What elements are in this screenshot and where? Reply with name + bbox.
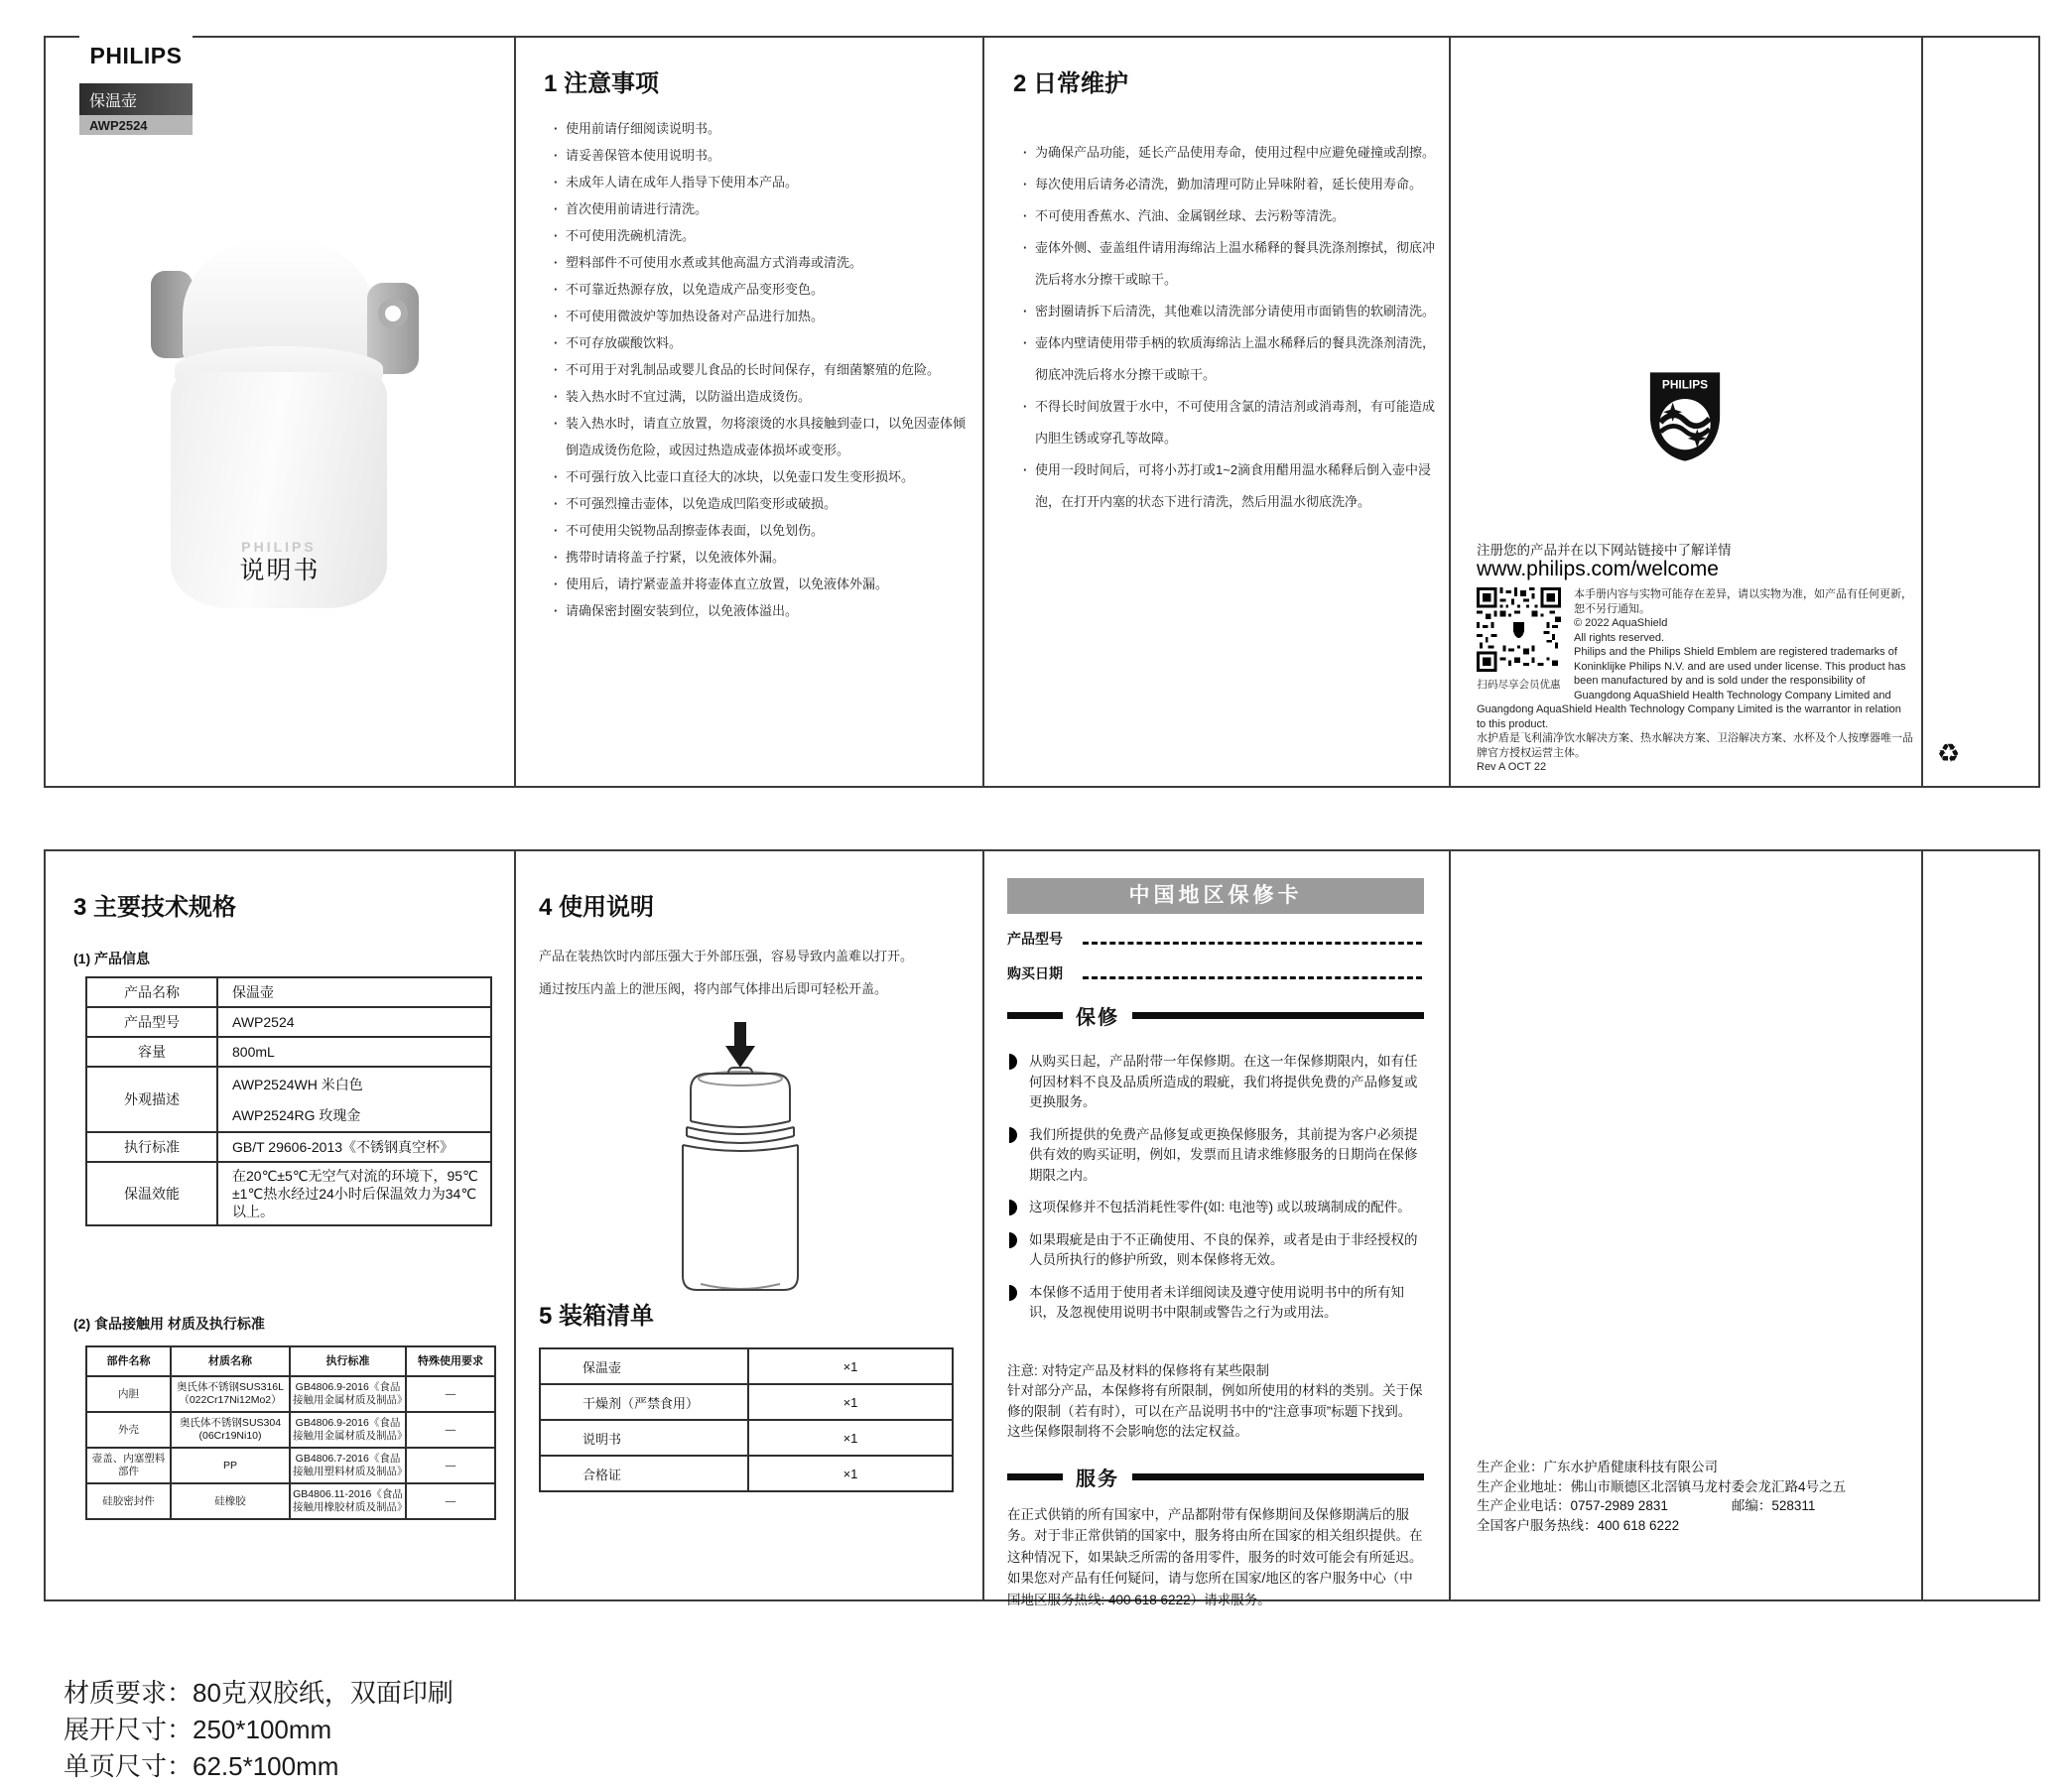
thermos-body-logo: PHILIPS	[241, 539, 317, 555]
specs-page	[46, 851, 514, 1599]
section-title-precautions: 1 注意事项	[544, 70, 660, 97]
materials-header: 执行标准	[290, 1346, 406, 1376]
warranty-term-text: 本保修不适用于使用者未详细阅读及遵守使用说明书中的所有知识，及忽视使用说明书中限制或警告之行为或用法。	[1029, 1284, 1404, 1320]
warranty-model-row	[1007, 929, 1424, 949]
appearance-line: AWP2524RG 玫瑰金	[232, 1106, 361, 1123]
legal-block	[1477, 587, 1913, 775]
warranty-term-text: 如果瑕疵是由于不正确使用、不良的保养，或者是由于非经授权的人员所执行的修护所致，则本保修将无效。	[1029, 1231, 1418, 1267]
warranty-term-text: 我们所提供的免费产品修复或更换保修服务，其前提为客户必须提供有效的购买证明，例如，发票而且请求维修服务的日期尚在保修期限之内。	[1029, 1126, 1418, 1183]
warranty-notice	[1007, 1361, 1424, 1443]
materials-cell: GB4806.9-2016《食品接触用金属材质及制品》	[290, 1412, 406, 1448]
packing-qty: ×1	[748, 1384, 953, 1420]
precaution-item: · 使用后，请拧紧壶盖并将壶体直立放置，以免液体外漏。	[556, 571, 972, 597]
warranty-term	[1007, 1052, 1424, 1113]
half-circle-bullet-icon	[1009, 1200, 1017, 1215]
register-url: www.philips.com/welcome	[1477, 558, 1719, 580]
spec-label: 产品型号	[86, 1007, 217, 1037]
thermos-lid	[183, 239, 375, 360]
materials-cell: —	[406, 1483, 495, 1519]
legal-line: © 2022 AquaShield	[1574, 617, 1668, 629]
philips-logo-block	[79, 28, 193, 135]
warranty-page	[982, 851, 1449, 1607]
maintenance-item: · 使用一段时间后，可将小苏打或1~2滴食用醋用温水稀释后倒入壶中浸泡，在打开内塞的状态下进行清洗，然后用温水彻底洗净。	[1025, 454, 1440, 518]
precaution-item: · 不可使用洗碗机清洗。	[556, 222, 972, 249]
packing-item: 干燥剂（严禁食用）	[540, 1384, 748, 1420]
recycle-icon: ♻	[1937, 738, 1961, 768]
precaution-item: · 携带时请将盖子拧紧，以免液体外漏。	[556, 544, 972, 571]
warranty-date-label: 购买日期	[1007, 965, 1063, 981]
spec-value: GB/T 29606-2013《不锈钢真空杯》	[217, 1132, 491, 1162]
manufacturer-company: 生产企业：广东水护盾健康科技有限公司	[1477, 1460, 1718, 1474]
materials-header: 特殊使用要求	[406, 1346, 495, 1376]
materials-cell: 硅胶密封件	[86, 1483, 171, 1519]
warranty-term-text: 这项保修并不包括消耗性零件(如: 电池等) 或以玻璃制成的配件。	[1029, 1200, 1411, 1214]
section-title-specs: 3 主要技术规格	[73, 894, 237, 921]
legal-line: Rev A OCT 22	[1477, 761, 1547, 773]
maintenance-item: · 壶体内壁请使用带手柄的软质海绵沾上温水稀释后的餐具洗涤剂清洗，彻底冲洗后将水分擦干或晾干。	[1025, 327, 1440, 391]
spec-value: 在20℃±5℃无空气对流的环境下，95℃±1℃热水经过24小时后保温效力为34℃以上。	[217, 1162, 491, 1225]
appearance-line: AWP2524WH 米白色	[232, 1076, 363, 1092]
spec-label: 容量	[86, 1037, 217, 1067]
warranty-term-text: 从购买日起，产品附带一年保修期。在这一年保修期限内，如有任何因材料不良及品质所造成的瑕疵，我们将提供免费的产品修复或更换服务。	[1029, 1054, 1418, 1109]
philips-wordmark: PHILIPS	[79, 28, 193, 83]
warranty-date-row	[1007, 963, 1424, 983]
warranty-section-title: 保修	[1076, 1007, 1119, 1029]
spec-label: 产品名称	[86, 977, 217, 1007]
warranty-term	[1007, 1198, 1424, 1218]
manufacturer-phone: 生产企业电话：0757-2989 2831	[1477, 1498, 1668, 1513]
section-title-packing: 5 装箱清单	[539, 1303, 655, 1330]
maintenance-item: · 不得长时间放置于水中，不可使用含氯的清洁剂或消毒剂，有可能造成内胆生锈或穿孔等故障。	[1025, 391, 1440, 454]
maintenance-item: · 每次使用后请务必清洗，勤加清理可防止异味附着，延长使用寿命。	[1025, 169, 1440, 200]
precaution-item: · 装入热水时，请直立放置，勿将滚烫的水具接触到壶口，以免因壶体倾倒造成烫伤危险，或因过热造成壶体损坏或变形。	[556, 410, 972, 463]
materials-header: 材质名称	[171, 1346, 290, 1376]
warranty-banner: 中国地区保修卡	[1007, 878, 1424, 914]
service-paragraph: 在正式供销的所有国家中，产品都附带有保修期间及保修期满后的服务。对于非正常供销的国家中，服务将由所在国家的相关组织提供。在这种情况下，如果缺乏所需的备用零件，服务的时效可能会有所延迟。如果您对产品有任何疑问，请与您所在国家/地区的客户服务中心（中国地区服务热线: 400 618 6222）请求服务。	[1007, 1506, 1423, 1607]
product-info-label: (1) 产品信息	[73, 951, 150, 966]
warranty-notice-line: 针对部分产品，本保修将有所限制，例如所使用的材料的类别。关于保修的限制（若有时），可以在产品说明书中的“注意事项”标题下找到。这些保修限制将不会影响您的法定权益。	[1007, 1383, 1423, 1439]
manufacturer-postal: 邮编：528311	[1731, 1498, 1816, 1513]
spec-label: 执行标准	[86, 1132, 217, 1162]
materials-cell: 奥氏体不锈钢SUS304 (06Cr19Ni10)	[171, 1412, 290, 1448]
manufacturer-address: 生产企业地址：佛山市顺德区北滘镇马龙村委会龙汇路4号之五	[1477, 1478, 1847, 1494]
packing-qty: ×1	[748, 1456, 953, 1491]
print-page-size-line: 单页尺寸：62.5*100mm	[64, 1751, 339, 1781]
handle-hole	[378, 299, 408, 328]
registration-page	[1449, 38, 1921, 786]
qr-code	[1477, 587, 1561, 672]
packing-item: 保温壶	[540, 1348, 748, 1384]
manufacturer-hotline: 全国客户服务热线：400 618 6222	[1477, 1517, 1680, 1533]
manufacturer-block	[1477, 1458, 1913, 1535]
precaution-item: · 请确保密封圈安装到位，以免液体溢出。	[556, 597, 972, 624]
usage-paragraph: 通过按压内盖上的泄压阀，将内部气体排出后即可轻松开盖。	[539, 981, 888, 996]
cover-page	[46, 38, 514, 786]
usage-page	[514, 851, 982, 1599]
spec-label: 保温效能	[86, 1162, 217, 1225]
materials-cell: 内胆	[86, 1376, 171, 1412]
header-rule	[1132, 1473, 1424, 1480]
header-rule	[1007, 1012, 1063, 1019]
spec-value	[217, 1067, 491, 1132]
warranty-notice-line: 注意: 对特定产品及材料的保修将有某些限制	[1007, 1362, 1270, 1378]
maintenance-item: · 密封圈请拆下后清洗，其他难以清洗部分请使用市面销售的软刷清洗。	[1025, 296, 1440, 327]
qr-block	[1477, 587, 1574, 692]
packing-section	[539, 1300, 954, 1492]
svg-text:PHILIPS: PHILIPS	[1661, 377, 1709, 392]
section-title-maintenance: 2 日常维护	[1013, 70, 1129, 97]
packing-qty: ×1	[748, 1420, 953, 1456]
maintenance-item: · 为确保产品功能，延长产品使用寿命，使用过程中应避免碰撞或刮擦。	[1025, 137, 1440, 169]
materials-cell: —	[406, 1376, 495, 1412]
fill-in-line	[1083, 963, 1422, 979]
philips-shield-icon	[1647, 370, 1723, 463]
half-circle-bullet-icon	[1009, 1054, 1017, 1070]
materials-label: (2) 食品接触用 材质及执行标准	[73, 1316, 265, 1332]
header-rule	[1007, 1473, 1063, 1480]
precautions-list	[556, 115, 972, 624]
product-name-badge: 保温壶	[79, 83, 193, 115]
product-photo	[115, 201, 443, 608]
manual-title: 说明书	[239, 557, 321, 584]
half-circle-bullet-icon	[1009, 1285, 1017, 1301]
print-unfolded-size-line: 展开尺寸：250*100mm	[64, 1715, 332, 1744]
precaution-item: · 不可存放碳酸饮料。	[556, 329, 972, 356]
materials-cell: GB4806.7-2016《食品接触用塑料材质及制品》	[290, 1448, 406, 1483]
packing-item: 说明书	[540, 1420, 748, 1456]
manual-sheet-back	[44, 849, 2040, 1607]
warranty-term	[1007, 1125, 1424, 1187]
materials-table	[85, 1345, 496, 1520]
materials-cell: PP	[171, 1448, 290, 1483]
precaution-item: · 塑料部件不可使用水煮或其他高温方式消毒或清洗。	[556, 249, 972, 276]
service-section-title: 服务	[1076, 1468, 1119, 1490]
warranty-terms-list	[1007, 1052, 1424, 1324]
legal-line: Philips and the Philips Shield Emblem are registered trademarks of Koninklijke Philips N.V. and are used under license. This product has been manufactured by and is sold under the responsibility of Guangdong AquaShield Health Technology Company Limited and Guangdong AquaShield Health Technology Company Limited is the warrantor in relation to this product.	[1477, 646, 1906, 730]
service-section-header	[1007, 1463, 1424, 1491]
print-spec-note	[64, 1675, 453, 1785]
precaution-item: · 不可使用尖锐物品刮擦壶体表面，以免划伤。	[556, 517, 972, 544]
half-circle-bullet-icon	[1009, 1232, 1017, 1248]
legal-line: 水护盾是飞利浦净饮水解决方案、热水解决方案、卫浴解决方案、水杯及个人按摩器唯一品牌官方授权运营主体。	[1477, 732, 1913, 759]
maintenance-item: · 壶体外侧、壶盖组件请用海绵沾上温水稀释的餐具洗涤剂擦拭，彻底冲洗后将水分擦干或晾干。	[1025, 232, 1440, 296]
print-material-line: 材质要求：80克双胶纸，双面印刷	[64, 1678, 453, 1708]
warranty-term	[1007, 1283, 1424, 1324]
materials-cell: 硅橡胶	[171, 1483, 290, 1519]
warranty-section-header	[1007, 1001, 1424, 1030]
fold-divider	[1921, 851, 1923, 1599]
manufacturer-phone-row	[1477, 1496, 1913, 1516]
legal-line: 本手册内容与实物可能存在差异，请以实物为准，如产品有任何更新，恕不另行通知。	[1574, 588, 1912, 615]
model-badge: AWP2524	[79, 115, 193, 135]
materials-header: 部件名称	[86, 1346, 171, 1376]
warranty-model-label: 产品型号	[1007, 931, 1063, 947]
spec-value: 保温壶	[217, 977, 491, 1007]
materials-cell: —	[406, 1448, 495, 1483]
precaution-item: · 不可强烈撞击壶体，以免造成凹陷变形或破损。	[556, 490, 972, 517]
maintenance-item: · 不可使用香蕉水、汽油、金属钢丝球、去污粉等清洗。	[1025, 200, 1440, 232]
precaution-item: · 首次使用前请进行清洗。	[556, 195, 972, 222]
fill-in-line	[1083, 929, 1422, 945]
valve-press-diagram	[631, 1022, 849, 1305]
precaution-item: · 不可使用微波炉等加热设备对产品进行加热。	[556, 303, 972, 329]
precaution-item: · 不可强行放入比壶口直径大的冰块，以免壶口发生变形损坏。	[556, 463, 972, 490]
usage-paragraph: 产品在装热饮时内部压强大于外部压强，容易导致内盖难以打开。	[539, 949, 914, 963]
materials-cell: 奥氏体不锈钢SUS316L（022Cr17Ni12Mo2）	[171, 1376, 290, 1412]
manufacturer-page	[1449, 851, 1921, 1599]
legal-line: All rights reserved.	[1574, 631, 1665, 644]
materials-cell: —	[406, 1412, 495, 1448]
materials-cell: GB4806.9-2016《食品接触用金属材质及制品》	[290, 1376, 406, 1412]
packing-table	[539, 1347, 954, 1492]
spec-label: 外观描述	[86, 1067, 217, 1132]
qr-caption: 扫码尽享会员优惠	[1477, 678, 1561, 691]
register-note: 注册您的产品并在以下网站链接中了解详情	[1477, 543, 1732, 558]
maintenance-list	[1025, 137, 1440, 518]
materials-cell: GB4806.11-2016《食品接触用橡胶材质及制品》	[290, 1483, 406, 1519]
precaution-item: · 装入热水时不宜过满，以防溢出造成烫伤。	[556, 383, 972, 410]
maintenance-page	[982, 38, 1449, 786]
fold-divider	[1921, 38, 1923, 786]
half-circle-bullet-icon	[1009, 1127, 1017, 1143]
packing-qty: ×1	[748, 1348, 953, 1384]
warranty-term	[1007, 1230, 1424, 1271]
precaution-item: · 不可靠近热源存放，以免造成产品变形变色。	[556, 276, 972, 303]
packing-item: 合格证	[540, 1456, 748, 1491]
spec-value: AWP2524	[217, 1007, 491, 1037]
section-title-usage: 4 使用说明	[539, 894, 655, 921]
header-rule	[1132, 1012, 1424, 1019]
precaution-item: · 使用前请仔细阅读说明书。	[556, 115, 972, 142]
precaution-item: · 请妥善保管本使用说明书。	[556, 142, 972, 169]
materials-cell: 壶盖、内塞塑料部件	[86, 1448, 171, 1483]
precautions-page	[514, 38, 982, 786]
precaution-item: · 不可用于对乳制品或婴儿食品的长时间保存，有细菌繁殖的危险。	[556, 356, 972, 383]
product-info-table	[85, 976, 492, 1226]
spec-value: 800mL	[217, 1037, 491, 1067]
precaution-item: · 未成年人请在成年人指导下使用本产品。	[556, 169, 972, 195]
manual-sheet-front	[44, 36, 2040, 788]
materials-cell: 外壳	[86, 1412, 171, 1448]
